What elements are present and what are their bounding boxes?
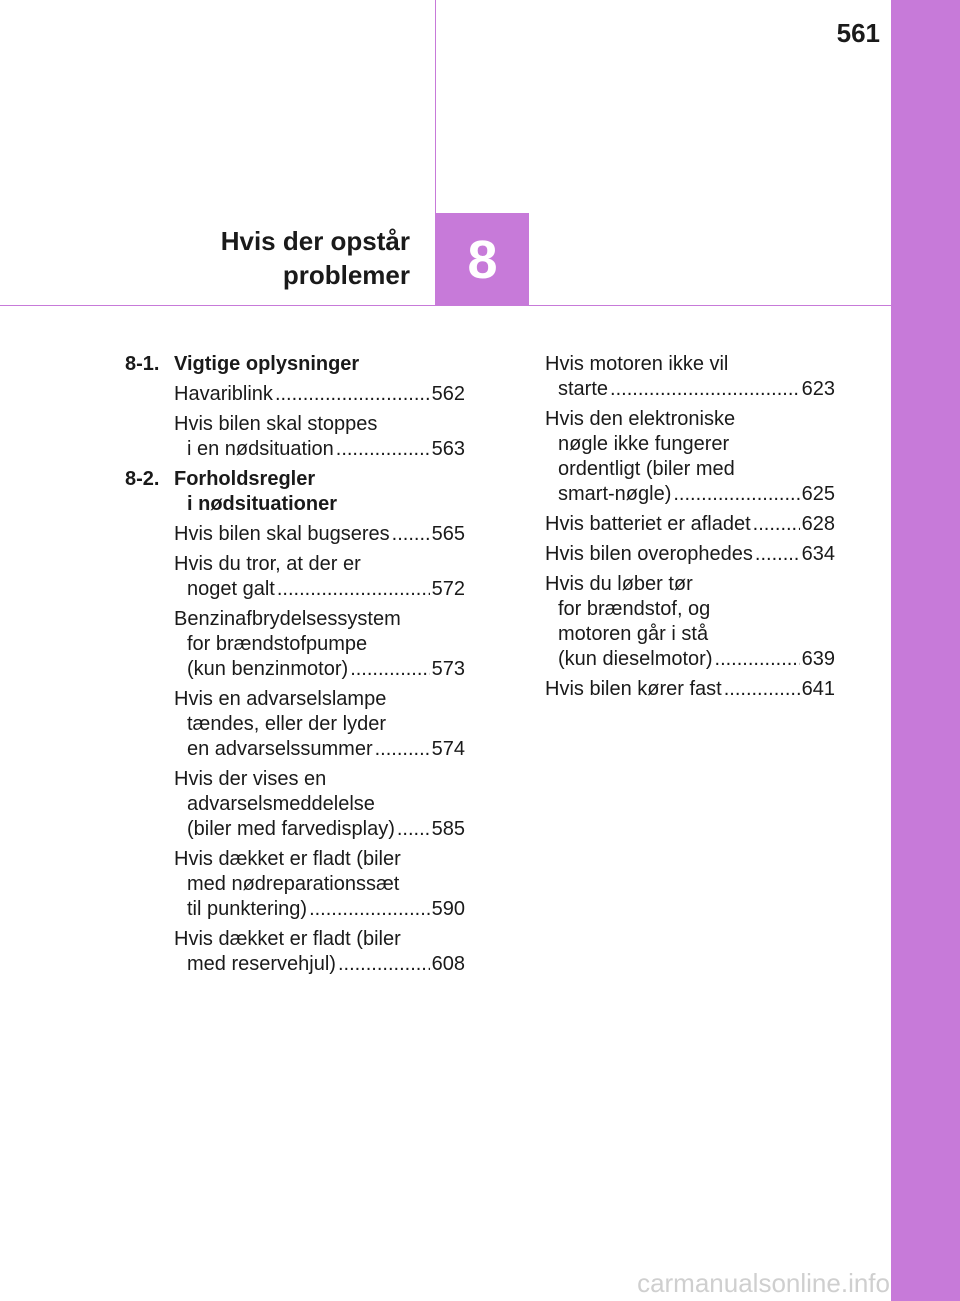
toc-entry-last-line bbox=[545, 377, 835, 402]
toc-entry-last-line bbox=[174, 952, 465, 977]
toc-entry-text: Havariblink bbox=[174, 383, 273, 405]
toc-entry-last-line bbox=[174, 382, 465, 407]
leader-dots bbox=[392, 522, 430, 547]
toc-entry-text: ordentligt (biler med bbox=[558, 458, 735, 480]
toc-entry-text: nøgle ikke fungerer bbox=[558, 433, 730, 455]
toc-entry-text: Hvis bilen kører fast bbox=[545, 678, 722, 700]
toc-entry-last-line bbox=[545, 542, 835, 567]
toc-left-column bbox=[125, 352, 465, 982]
leader-dots bbox=[350, 657, 429, 682]
toc-entry-last-line bbox=[174, 897, 465, 922]
toc-page-number: 641 bbox=[801, 678, 835, 700]
section-title-line: Vigtige oplysninger bbox=[174, 353, 360, 375]
leader-dots bbox=[338, 952, 430, 977]
toc-page-number: 574 bbox=[431, 738, 465, 760]
toc-entry[interactable] bbox=[125, 847, 465, 922]
toc-entry-last-line bbox=[174, 577, 465, 602]
toc-entry[interactable] bbox=[125, 552, 465, 602]
toc-entry-text: Benzinafbrydelsessystem bbox=[174, 608, 401, 630]
toc-entry-text: i en nødsituation bbox=[187, 438, 334, 460]
toc-entry[interactable] bbox=[545, 542, 835, 567]
toc-entry-text: Hvis den elektroniske bbox=[545, 408, 736, 430]
toc-entry-text: til punktering) bbox=[187, 898, 308, 920]
toc-right-column bbox=[545, 352, 835, 707]
leader-dots bbox=[753, 512, 800, 537]
leader-dots bbox=[755, 542, 800, 567]
toc-entry-last-line bbox=[174, 737, 465, 762]
toc-entry-last-line bbox=[545, 482, 835, 507]
toc-entry-last-line bbox=[174, 817, 465, 842]
toc-entry-text: Hvis bilen skal stoppes bbox=[174, 413, 378, 435]
section-title bbox=[174, 352, 465, 377]
toc-page-number: 563 bbox=[431, 438, 465, 460]
toc-page-number: 573 bbox=[431, 658, 465, 680]
toc-entry-text: Hvis dækket er fladt (biler bbox=[174, 848, 401, 870]
leader-dots bbox=[309, 897, 430, 922]
toc-page-number: 628 bbox=[801, 513, 835, 535]
toc-entry-last-line bbox=[545, 647, 835, 672]
toc-section-header bbox=[125, 467, 465, 517]
leader-dots bbox=[277, 577, 430, 602]
chapter-number-badge: 8 bbox=[436, 213, 529, 306]
toc-entry-text: smart-nøgle) bbox=[558, 483, 672, 505]
toc-entry-last-line bbox=[545, 677, 835, 702]
toc-entry-text: for brændstofpumpe bbox=[187, 633, 368, 655]
toc-page-number: 608 bbox=[431, 953, 465, 975]
toc-entry[interactable] bbox=[125, 412, 465, 462]
toc-entry-text: Hvis batteriet er afladet bbox=[545, 513, 751, 535]
toc-page-number: 623 bbox=[801, 378, 835, 400]
toc-entry-text: noget galt bbox=[187, 578, 275, 600]
toc-entry-text: Hvis der vises en bbox=[174, 768, 327, 790]
toc-entry-text: motoren går i stå bbox=[558, 623, 709, 645]
leader-dots bbox=[724, 677, 800, 702]
chapter-side-tab bbox=[891, 0, 960, 1301]
toc-entry-text: starte bbox=[558, 378, 609, 400]
section-title bbox=[174, 467, 465, 517]
toc-page-number: 590 bbox=[431, 898, 465, 920]
leader-dots bbox=[397, 817, 430, 842]
toc-entry-text: Hvis motoren ikke vil bbox=[545, 353, 729, 375]
toc-entry[interactable] bbox=[125, 522, 465, 547]
toc-entry-text: (biler med farvedisplay) bbox=[187, 818, 395, 840]
toc-entry-last-line bbox=[545, 512, 835, 537]
toc-entry[interactable] bbox=[545, 677, 835, 702]
toc-entry-text: en advarselssummer bbox=[187, 738, 373, 760]
toc-page-number: 634 bbox=[801, 543, 835, 565]
section-title-line: Forholdsregler bbox=[174, 468, 316, 490]
leader-dots bbox=[275, 382, 430, 407]
toc-entry[interactable] bbox=[545, 512, 835, 537]
toc-page-number: 562 bbox=[431, 383, 465, 405]
toc-entry-text: Hvis bilen overophedes bbox=[545, 543, 753, 565]
section-title-line: i nødsituationer bbox=[187, 493, 337, 515]
toc-entry-text: advarselsmeddelelse bbox=[187, 793, 375, 815]
toc-entry[interactable] bbox=[125, 767, 465, 842]
leader-dots bbox=[715, 647, 800, 672]
leader-dots bbox=[610, 377, 800, 402]
leader-dots bbox=[673, 482, 799, 507]
toc-entry-text: Hvis en advarselslampe bbox=[174, 688, 387, 710]
toc-section-header bbox=[125, 352, 465, 377]
toc-entry-text: tændes, eller der lyder bbox=[187, 713, 386, 735]
toc-entry-text: (kun benzinmotor) bbox=[187, 658, 349, 680]
toc-entry[interactable] bbox=[545, 352, 835, 402]
toc-page-number: 585 bbox=[431, 818, 465, 840]
chapter-title bbox=[100, 224, 410, 292]
chapter-title-line: Hvis der opstår bbox=[220, 226, 410, 256]
toc-page-number: 625 bbox=[801, 483, 835, 505]
toc-page-number: 639 bbox=[801, 648, 835, 670]
toc-entry-last-line bbox=[174, 437, 465, 462]
toc-entry-text: (kun dieselmotor) bbox=[558, 648, 713, 670]
watermark: carmanualsonline.info bbox=[637, 1268, 890, 1298]
toc-entry-text: med reservehjul) bbox=[187, 953, 336, 975]
toc-entry-text: Hvis dækket er fladt (biler bbox=[174, 928, 401, 950]
section-number: 8-2. bbox=[125, 468, 160, 490]
toc-entry[interactable] bbox=[545, 572, 835, 672]
toc-page-number: 565 bbox=[431, 523, 465, 545]
toc-entry-text: Hvis bilen skal bugseres bbox=[174, 523, 390, 545]
page-number: 561 bbox=[836, 18, 880, 48]
chapter-title-line: problemer bbox=[282, 260, 410, 290]
toc-entry-last-line bbox=[174, 657, 465, 682]
toc-entry[interactable] bbox=[125, 687, 465, 762]
toc-entry[interactable] bbox=[125, 382, 465, 407]
leader-dots bbox=[336, 437, 430, 462]
toc-entry-last-line bbox=[174, 522, 465, 547]
toc-entry-text: med nødreparationssæt bbox=[187, 873, 400, 895]
toc-entry[interactable] bbox=[125, 607, 465, 682]
toc-entry[interactable] bbox=[545, 407, 835, 507]
toc-entry-text: for brændstof, og bbox=[558, 598, 711, 620]
leader-dots bbox=[375, 737, 430, 762]
toc-entry-text: Hvis du løber tør bbox=[545, 573, 693, 595]
toc-entry-text: Hvis du tror, at der er bbox=[174, 553, 361, 575]
toc-entry[interactable] bbox=[125, 927, 465, 977]
section-number: 8-1. bbox=[125, 353, 160, 375]
toc-page-number: 572 bbox=[431, 578, 465, 600]
